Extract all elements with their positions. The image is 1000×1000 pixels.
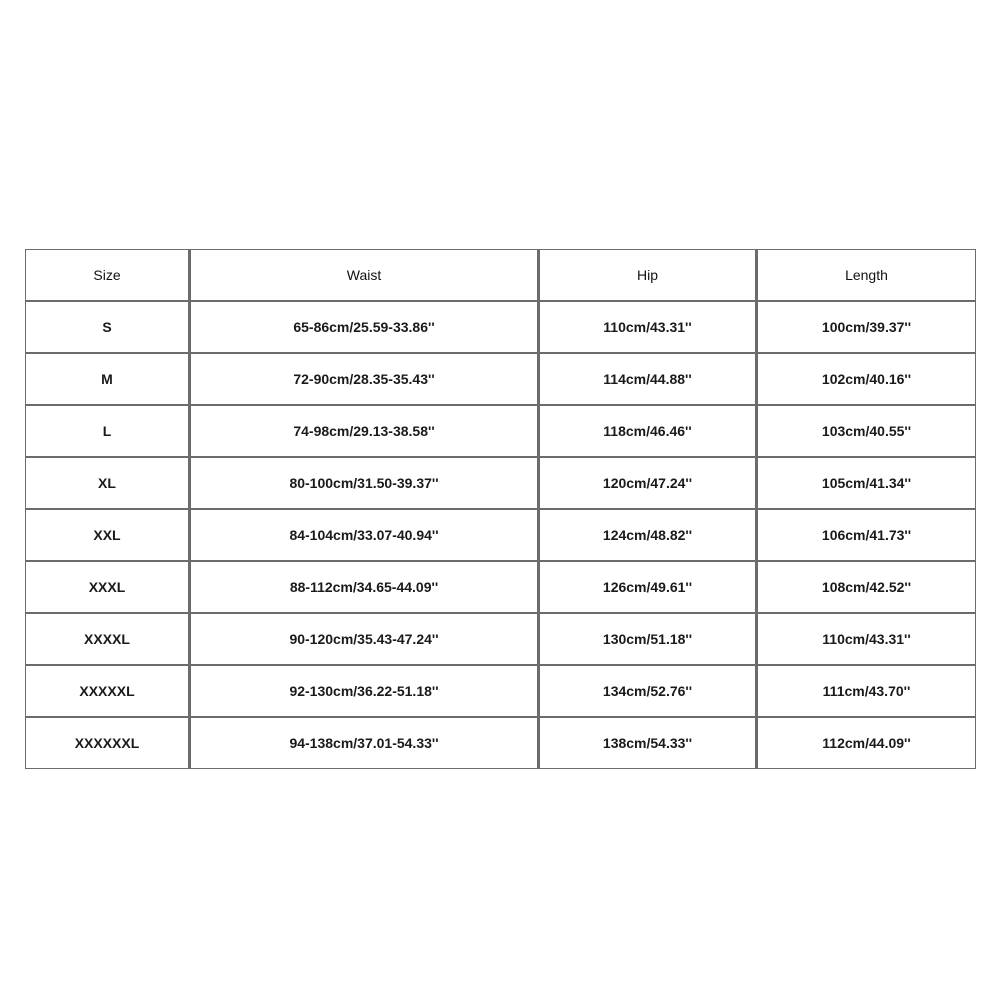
- table-row: [26, 665, 976, 717]
- size-chart-table: [25, 249, 976, 769]
- cell-waist: 92-130cm/36.22-51.18'': [190, 665, 539, 717]
- cell-length: 105cm/41.34'': [757, 457, 976, 509]
- cell-size: S: [26, 301, 190, 353]
- table-row: [26, 509, 976, 561]
- cell-length: 102cm/40.16'': [757, 353, 976, 405]
- table-row: [26, 405, 976, 457]
- cell-waist: 88-112cm/34.65-44.09'': [190, 561, 539, 613]
- cell-size: XXXL: [26, 561, 190, 613]
- cell-hip: 124cm/48.82'': [539, 509, 757, 561]
- cell-size: XXL: [26, 509, 190, 561]
- header-waist: Waist: [190, 250, 539, 302]
- cell-size: M: [26, 353, 190, 405]
- cell-waist: 72-90cm/28.35-35.43'': [190, 353, 539, 405]
- cell-waist: 94-138cm/37.01-54.33'': [190, 717, 539, 769]
- cell-hip: 134cm/52.76'': [539, 665, 757, 717]
- table-body: [26, 301, 976, 769]
- cell-hip: 138cm/54.33'': [539, 717, 757, 769]
- cell-waist: 74-98cm/29.13-38.58'': [190, 405, 539, 457]
- cell-length: 108cm/42.52'': [757, 561, 976, 613]
- cell-hip: 120cm/47.24'': [539, 457, 757, 509]
- table-row: [26, 561, 976, 613]
- cell-hip: 110cm/43.31'': [539, 301, 757, 353]
- cell-length: 103cm/40.55'': [757, 405, 976, 457]
- cell-waist: 80-100cm/31.50-39.37'': [190, 457, 539, 509]
- cell-hip: 118cm/46.46'': [539, 405, 757, 457]
- header-row: [26, 250, 976, 302]
- cell-hip: 130cm/51.18'': [539, 613, 757, 665]
- cell-waist: 84-104cm/33.07-40.94'': [190, 509, 539, 561]
- cell-size: XXXXXL: [26, 665, 190, 717]
- cell-length: 100cm/39.37'': [757, 301, 976, 353]
- cell-size: XXXXL: [26, 613, 190, 665]
- table-row: [26, 457, 976, 509]
- table-header: [26, 250, 976, 302]
- table-row: [26, 353, 976, 405]
- table-row: [26, 717, 976, 769]
- cell-size: L: [26, 405, 190, 457]
- header-length: Length: [757, 250, 976, 302]
- cell-size: XL: [26, 457, 190, 509]
- cell-length: 110cm/43.31'': [757, 613, 976, 665]
- cell-length: 111cm/43.70'': [757, 665, 976, 717]
- cell-hip: 114cm/44.88'': [539, 353, 757, 405]
- cell-hip: 126cm/49.61'': [539, 561, 757, 613]
- header-size: Size: [26, 250, 190, 302]
- cell-size: XXXXXXL: [26, 717, 190, 769]
- cell-waist: 65-86cm/25.59-33.86'': [190, 301, 539, 353]
- table-row: [26, 613, 976, 665]
- cell-length: 106cm/41.73'': [757, 509, 976, 561]
- cell-length: 112cm/44.09'': [757, 717, 976, 769]
- header-hip: Hip: [539, 250, 757, 302]
- cell-waist: 90-120cm/35.43-47.24'': [190, 613, 539, 665]
- table-row: [26, 301, 976, 353]
